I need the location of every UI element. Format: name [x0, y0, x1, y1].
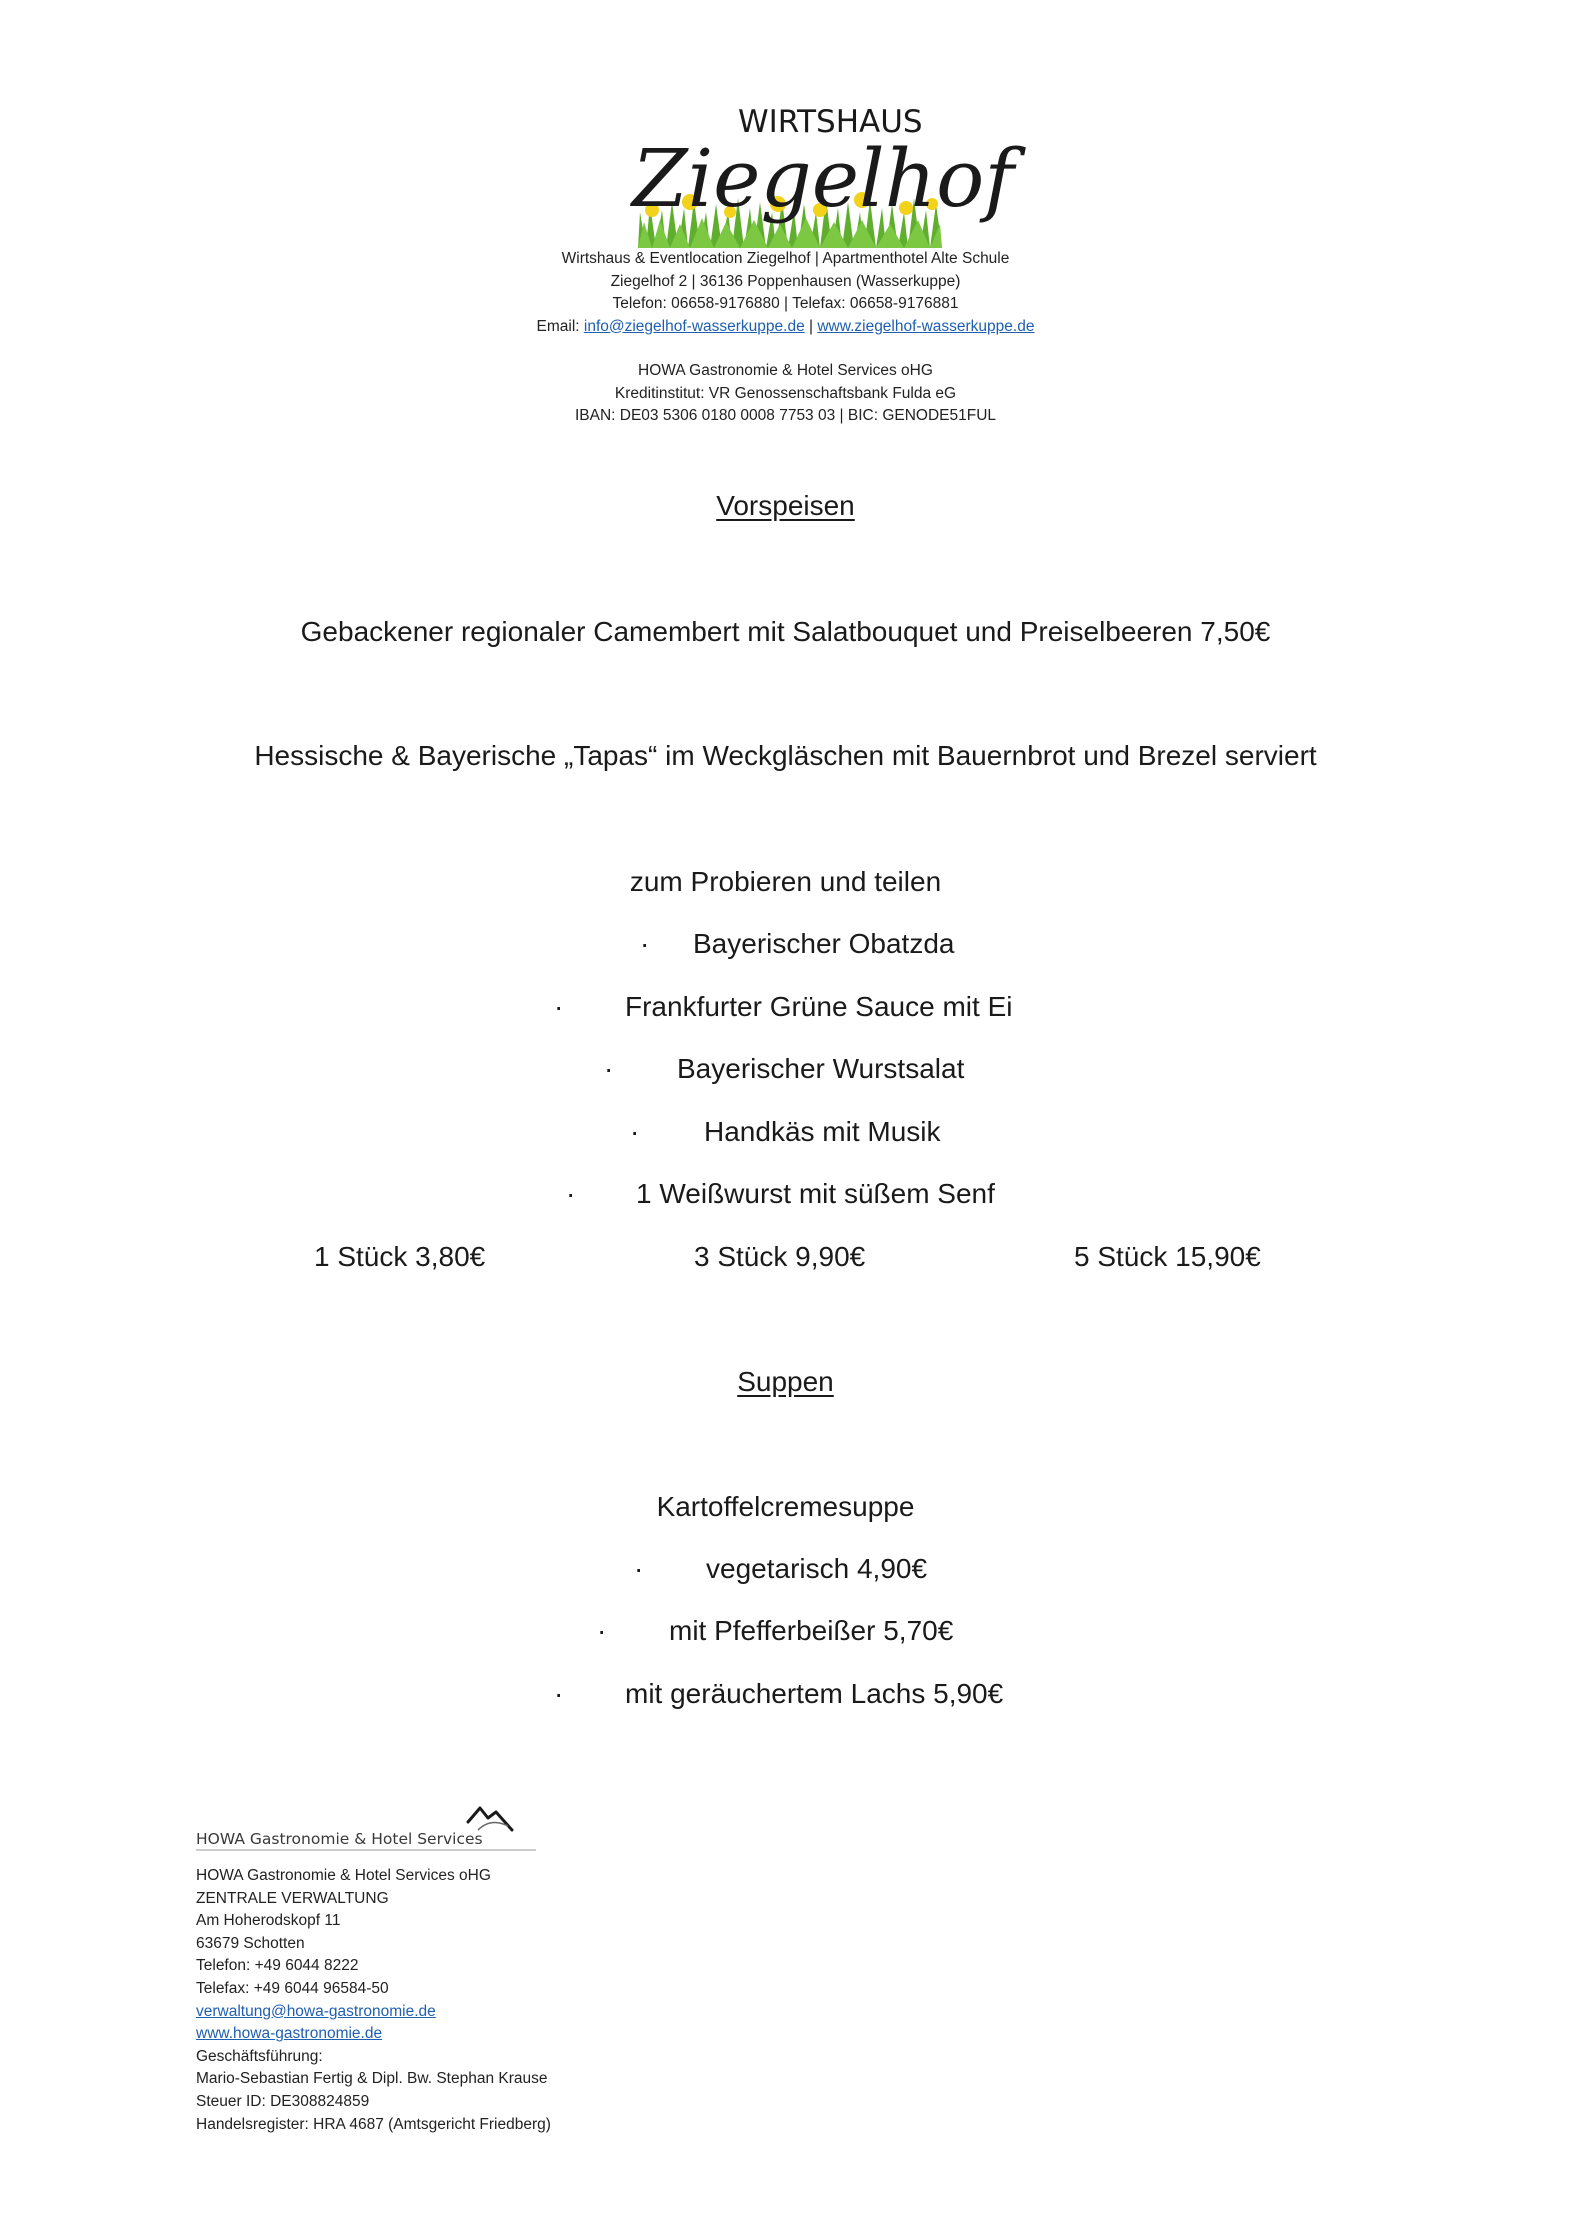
menu-item-tapas: Hessische & Bayerische „Tapas“ im Weckgläschen mit Bauernbrot und Brezel serviert — [254, 740, 1317, 771]
header-contact-block — [0, 248, 1571, 428]
tapas-price-3: 3 Stück 9,90€ — [694, 1241, 866, 1272]
bullet-icon: · — [597, 1615, 607, 1646]
footer-street: Am Hoherodskopf 11 — [196, 1912, 341, 1930]
header-line-2: Ziegelhof 2 | 36136 Poppenhausen (Wasserkuppe) — [610, 272, 961, 290]
header-line-1: Wirtshaus & Eventlocation Ziegelhof | Apartmenthotel Alte Schule — [561, 250, 1010, 267]
menu-item-camembert: Gebackener regionaler Camembert mit Salatbouquet und Preiselbeeren 7,50€ — [300, 616, 1271, 647]
soup-item — [597, 1615, 953, 1647]
tapas-item-label: Bayerischer Obatzda — [693, 928, 955, 959]
bullet-icon: · — [634, 1553, 644, 1584]
howa-logo-text: HOWA Gastronomie & Hotel Services — [196, 1830, 483, 1848]
menu-item-soup: Kartoffelcremesuppe — [656, 1491, 915, 1522]
footer-register: Handelsregister: HRA 4687 (Amtsgericht Friedberg) — [196, 2115, 551, 2133]
bullet-icon: · — [554, 1678, 564, 1709]
separator: | — [804, 317, 818, 335]
header-line-3: Telefon: 06658-9176880 | Telefax: 06658-9176881 — [612, 295, 959, 312]
footer-company: HOWA Gastronomie & Hotel Services oHG — [196, 1867, 491, 1884]
footer-management-label: Geschäftsführung: — [196, 2047, 323, 2065]
tapas-item-label: Bayerischer Wurstsalat — [677, 1053, 965, 1084]
howa-logo — [196, 1800, 541, 1862]
tapas-item-label: Handkäs mit Musik — [704, 1116, 941, 1147]
tapas-price-5: 5 Stück 15,90€ — [1074, 1241, 1261, 1272]
bullet-icon: · — [604, 1053, 614, 1084]
footer-fax: Telefax: +49 6044 96584-50 — [196, 1979, 389, 1997]
soup-item-label: vegetarisch 4,90€ — [706, 1553, 928, 1584]
footer-city: 63679 Schotten — [196, 1934, 305, 1952]
footer-management: Mario-Sebastian Fertig & Dipl. Bw. Stephan Krause — [196, 2070, 548, 2088]
tapas-item — [566, 1178, 995, 1210]
header-website-link[interactable]: www.ziegelhof-wasserkuppe.de — [817, 317, 1035, 335]
section-title-vorspeisen: Vorspeisen — [716, 490, 855, 521]
header-email-link[interactable]: info@ziegelhof-wasserkuppe.de — [583, 317, 805, 335]
logo-top-text: WIRTSHAUS — [738, 104, 923, 140]
bullet-icon: · — [630, 1116, 640, 1147]
footer-email-link[interactable]: verwaltung@howa-gastronomie.de — [196, 2002, 436, 2020]
footer-tax: Steuer ID: DE308824859 — [196, 2092, 370, 2110]
mountain-icon — [468, 1808, 512, 1830]
footer-website-link[interactable]: www.howa-gastronomie.de — [196, 2025, 383, 2043]
tapas-item — [630, 1116, 941, 1148]
soup-item-label: mit Pfefferbeißer 5,70€ — [669, 1615, 954, 1646]
tapas-item — [604, 1053, 964, 1085]
bullet-icon: · — [640, 928, 650, 959]
tapas-item-label: 1 Weißwurst mit süßem Senf — [636, 1178, 995, 1209]
header-company: HOWA Gastronomie & Hotel Services oHG — [638, 362, 933, 379]
tapas-item — [640, 928, 954, 960]
bullet-icon: · — [554, 991, 564, 1022]
footer-contact-block — [196, 1865, 551, 2136]
tapas-subtitle: zum Probieren und teilen — [629, 866, 942, 897]
logo-main-text: Ziegelhof — [632, 132, 1014, 225]
tapas-item — [554, 991, 1012, 1023]
tapas-price-1: 1 Stück 3,80€ — [314, 1241, 486, 1272]
footer-dept: ZENTRALE VERWALTUNG — [196, 1889, 389, 1907]
section-title-suppen: Suppen — [737, 1366, 834, 1397]
soup-item — [634, 1553, 927, 1585]
header-email-line — [0, 316, 1571, 339]
email-label: Email: — [536, 317, 584, 335]
header-bank: Kreditinstitut: VR Genossenschaftsbank Fulda eG — [614, 384, 957, 402]
soup-item-label: mit geräuchertem Lachs 5,90€ — [625, 1678, 1004, 1709]
header-iban: IBAN: DE03 5306 0180 0008 7753 03 | BIC: GENODE51FUL — [574, 407, 997, 424]
ziegelhof-logo — [630, 94, 1014, 248]
tapas-item-label: Frankfurter Grüne Sauce mit Ei — [625, 991, 1013, 1022]
footer-phone: Telefon: +49 6044 8222 — [196, 1957, 359, 1975]
soup-item — [554, 1678, 1003, 1710]
bullet-icon: · — [566, 1178, 576, 1209]
